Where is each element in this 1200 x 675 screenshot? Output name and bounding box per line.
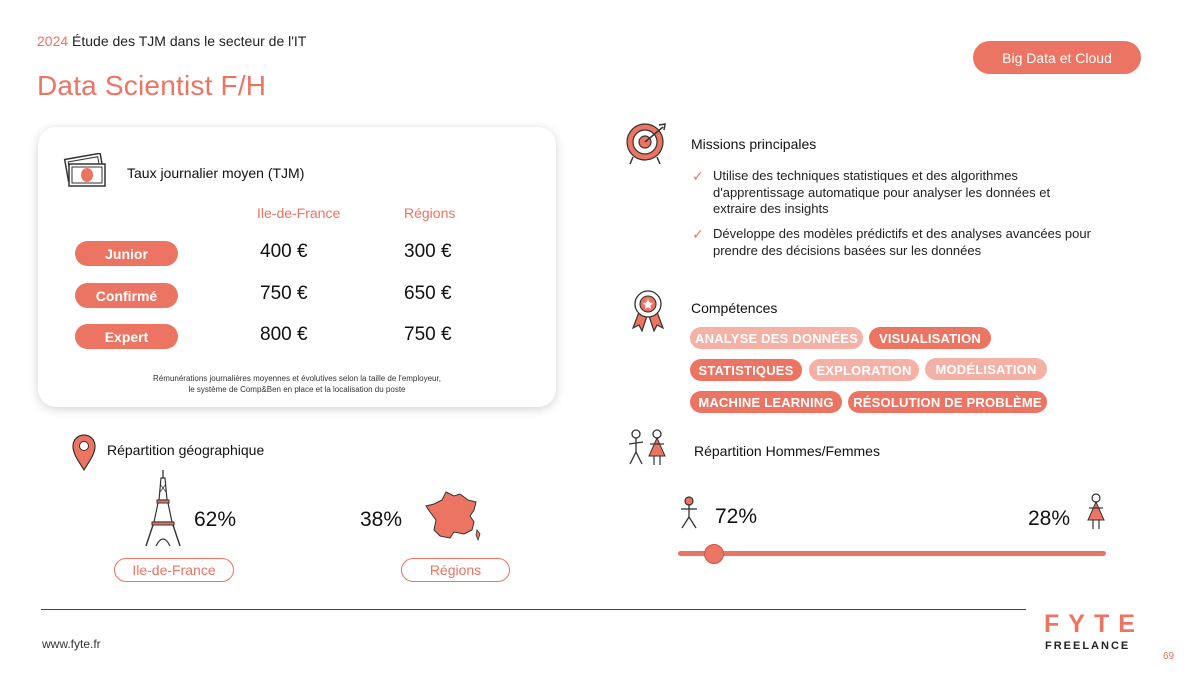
gender-ratio-knob — [704, 544, 724, 564]
gender-men-percent: 72% — [715, 505, 758, 528]
skill-tag: VISUALISATION — [869, 327, 991, 349]
study-year: 2024 — [37, 33, 69, 49]
tjm-junior-idf: 400 € — [260, 241, 308, 262]
level-expert: Expert — [75, 324, 178, 349]
france-map-icon — [424, 490, 482, 542]
tjm-card — [38, 127, 556, 407]
woman-icon — [1084, 493, 1108, 531]
col-header-regions: Régions — [404, 205, 456, 221]
skill-tag: ANALYSE DES DONNÉES — [690, 327, 863, 349]
location-pin-icon — [70, 432, 98, 472]
skills-title: Compétences — [691, 300, 778, 316]
study-subtitle — [37, 33, 306, 49]
tjm-note-line2: le système de Comp&Ben en place et la localisation du poste — [188, 385, 406, 394]
tjm-note — [38, 373, 556, 395]
gender-ratio-track — [678, 551, 1106, 556]
check-icon: ✓ — [692, 226, 704, 242]
study-subtitle-text: Étude des TJM dans le secteur de l'IT — [72, 33, 307, 49]
footer-website: www.fyte.fr — [42, 637, 101, 651]
check-icon: ✓ — [692, 168, 704, 184]
skill-tag: MODÉLISATION — [925, 358, 1047, 380]
col-header-idf: Ile-de-France — [257, 205, 341, 221]
fyte-logo: FYTE — [1044, 610, 1144, 638]
geo-regions-percent: 38% — [360, 508, 403, 531]
page-title: Data Scientist F/H — [37, 70, 267, 101]
skill-tag: STATISTIQUES — [690, 359, 802, 381]
skill-tag: EXPLORATION — [809, 359, 919, 381]
category-badge: Big Data et Cloud — [973, 41, 1141, 74]
tjm-confirme-regions: 650 € — [404, 283, 452, 304]
man-woman-icon — [625, 428, 669, 468]
tjm-expert-regions: 750 € — [404, 324, 452, 345]
geo-regions-label: Régions — [401, 558, 510, 582]
money-icon — [63, 153, 109, 189]
footer-divider — [41, 609, 1026, 610]
tjm-title: Taux journalier moyen (TJM) — [127, 165, 305, 181]
level-junior: Junior — [75, 241, 178, 266]
geo-idf-percent: 62% — [194, 508, 237, 531]
fyte-logo-subtitle: FREELANCE — [1045, 640, 1131, 652]
target-icon — [625, 121, 669, 165]
award-ribbon-icon — [628, 288, 668, 332]
missions-title: Missions principales — [691, 136, 817, 152]
mission-item-2: Développe des modèles prédictifs et des analyses avancées pour prendre des décisions basées sur les données — [713, 226, 1091, 258]
tjm-expert-idf: 800 € — [260, 324, 308, 345]
tjm-junior-regions: 300 € — [404, 241, 452, 262]
page-number: 69 — [1163, 651, 1175, 662]
gender-women-percent: 28% — [1028, 507, 1071, 530]
level-confirme: Confirmé — [75, 283, 178, 308]
man-icon — [677, 496, 701, 530]
geo-title: Répartition géographique — [107, 442, 265, 458]
geo-idf-label: Ile-de-France — [114, 558, 234, 582]
skill-tag: RÉSOLUTION DE PROBLÈME — [848, 391, 1047, 413]
tjm-confirme-idf: 750 € — [260, 283, 308, 304]
tjm-note-line1: Rémunérations journalières moyennes et évolutives selon la taille de l'employeur, — [153, 374, 441, 383]
eiffel-tower-icon — [143, 470, 183, 548]
skill-tag: MACHINE LEARNING — [690, 391, 842, 413]
gender-title: Répartition Hommes/Femmes — [694, 443, 880, 459]
mission-item-1: Utilise des techniques statistiques et des algorithmes d'apprentissage automatique pour analyser les données et extraire des insights — [713, 168, 1051, 216]
